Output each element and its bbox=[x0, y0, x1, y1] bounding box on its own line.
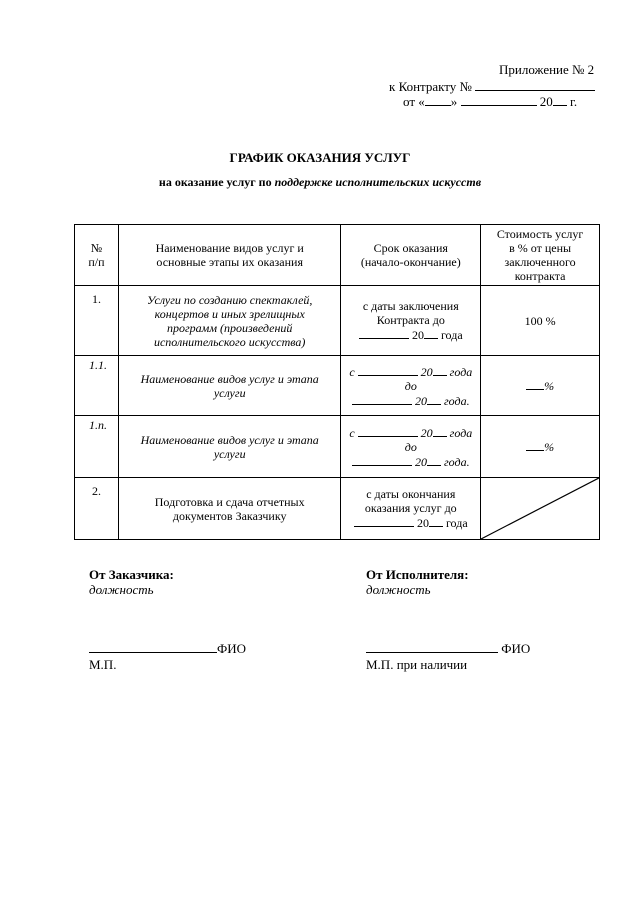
row2-name: Подготовка и сдача отчетных документов Заказчику bbox=[118, 478, 341, 540]
executor-signature-line bbox=[366, 641, 530, 657]
header-cost: Стоимость услуг в % от цены заключенного контракта bbox=[481, 225, 600, 286]
table-row bbox=[75, 356, 600, 416]
date-year-prefix: 20 bbox=[539, 94, 553, 109]
customer-signature-line bbox=[89, 641, 246, 657]
date-year-blank bbox=[553, 94, 567, 106]
date-open-quote: от « bbox=[403, 94, 425, 109]
subtitle-normal: на оказание услуг по bbox=[158, 175, 275, 189]
diagonal-strike bbox=[481, 478, 599, 539]
row1-name: Услуги по созданию спектаклей, концертов и иных зрелищных программ (произведений исполнительского искусства) bbox=[118, 286, 341, 356]
table-row bbox=[75, 478, 600, 540]
row11-num: 1.1. bbox=[75, 356, 119, 416]
contract-number-blank bbox=[475, 79, 595, 91]
header-num: № п/п bbox=[75, 225, 119, 286]
row11-term: с 20 года до 20 года. bbox=[341, 356, 481, 416]
table-row bbox=[75, 416, 600, 478]
date-close-quote: » bbox=[450, 94, 458, 109]
row2-term: с даты окончания оказания услуг до 20 года bbox=[341, 478, 481, 540]
customer-stamp: М.П. bbox=[89, 657, 117, 672]
executor-position: должность bbox=[366, 582, 431, 597]
contract-prefix: к Контракту № bbox=[389, 79, 472, 94]
row1n-term: с 20 года до 20 года. bbox=[341, 416, 481, 478]
page-title: ГРАФИК ОКАЗАНИЯ УСЛУГ bbox=[229, 150, 411, 165]
row1-num: 1. bbox=[75, 286, 119, 356]
date-day-blank bbox=[425, 94, 451, 106]
executor-title: От Исполнителя: bbox=[366, 567, 469, 582]
executor-fio: ФИО bbox=[501, 641, 531, 656]
executor-stamp: М.П. при наличии bbox=[366, 657, 468, 672]
table-header-row bbox=[75, 225, 600, 286]
contract-number-line bbox=[389, 79, 595, 94]
executor-signature-blank bbox=[366, 641, 498, 653]
row1n-num: 1.n. bbox=[75, 416, 119, 478]
table-row bbox=[75, 286, 600, 356]
customer-fio: ФИО bbox=[217, 641, 247, 656]
row11-name: Наименование видов услуг и этапа услуги bbox=[118, 356, 341, 416]
customer-signature-blank bbox=[89, 641, 217, 653]
page-subtitle bbox=[0, 175, 640, 190]
customer-title: От Заказчика: bbox=[89, 567, 174, 582]
row1-cost: 100 % bbox=[481, 286, 600, 356]
subtitle-italic: поддержке исполнительских искусств bbox=[274, 175, 482, 189]
row1-term: с даты заключения Контракта до 20 года bbox=[341, 286, 481, 356]
header-term: Срок оказания (начало-окончание) bbox=[341, 225, 481, 286]
row1n-name: Наименование видов услуг и этапа услуги bbox=[118, 416, 341, 478]
contract-date-line bbox=[403, 94, 577, 109]
header-name: Наименование видов услуг и основные этапы их оказания bbox=[118, 225, 341, 286]
date-month-blank bbox=[461, 94, 537, 106]
row11-cost: % bbox=[481, 356, 600, 416]
row2-cost-crossed bbox=[481, 478, 600, 540]
date-suffix: г. bbox=[570, 94, 578, 109]
schedule-table bbox=[74, 224, 600, 540]
row2-num: 2. bbox=[75, 478, 119, 540]
customer-position: должность bbox=[89, 582, 154, 597]
appendix-label: Приложение № 2 bbox=[499, 62, 595, 77]
row1n-cost: % bbox=[481, 416, 600, 478]
